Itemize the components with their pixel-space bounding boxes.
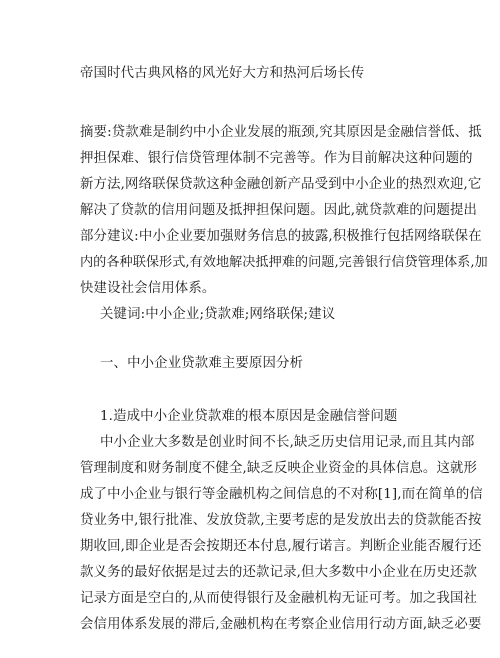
body-line: 会信用体系发展的滞后,金融机构在考察企业信用行动方面,缺乏必要 — [80, 617, 482, 632]
section-heading: 一、中小企业贷款难主要原因分析 — [100, 356, 304, 371]
abstract-line: 摘要:贷款难是制约中小企业发展的瓶颈,究其原因是金融信誉低、抵 — [80, 125, 482, 140]
abstract-line: 内的各种联保形式,有效地解决抵押难的问题,完善银行信贷管理体系,加 — [80, 255, 488, 270]
body-line: 中小企业大多数是创业时间不长,缺乏历史信用记录,而且其内部 — [100, 435, 475, 450]
abstract-line: 新方法,网络联保贷款这种金融创新产品受到中小企业的热烈欢迎,它 — [80, 177, 482, 192]
body-line: 期收回,即企业是否会按期还本付息,履行诺言。判断企业能否履行还 — [80, 539, 482, 554]
body-line: 款义务的最好依据是过去的还款记录,但大多数中小企业在历史还款 — [80, 565, 478, 580]
subsection-heading: 1.造成中小企业贷款难的根本原因是金融信誉问题 — [100, 409, 398, 424]
abstract-line: 部分建议:中小企业要加强财务信息的披露,积极推行包括网络联保在 — [80, 229, 482, 244]
abstract-line: 快建设社会信用体系。 — [80, 281, 216, 296]
body-line: 贷业务中,银行批准、发放贷款,主要考虑的是发放出去的贷款能否按 — [80, 513, 482, 528]
keywords: 关键词:中小企业;贷款难;网络联保;建议 — [100, 307, 336, 322]
abstract-line: 押担保难、银行信贷管理体制不完善等。作为目前解决这种问题的 — [80, 151, 473, 166]
abstract-line: 解决了贷款的信用问题及抵押担保问题。因此,就贷款难的问题提出 — [80, 203, 478, 218]
body-line: 记录方面是空白的,从而使得银行及金融机构无证可考。加之我国社 — [80, 591, 478, 606]
body-line: 管理制度和财务制度不健全,缺乏反映企业资金的具体信息。这就形 — [80, 461, 478, 476]
body-line: 成了中小企业与银行等金融机构之间信息的不对称[1],而在简单的信 — [80, 487, 483, 502]
document-title: 帝国时代古典风格的风光好大方和热河后场长传 — [80, 66, 365, 81]
